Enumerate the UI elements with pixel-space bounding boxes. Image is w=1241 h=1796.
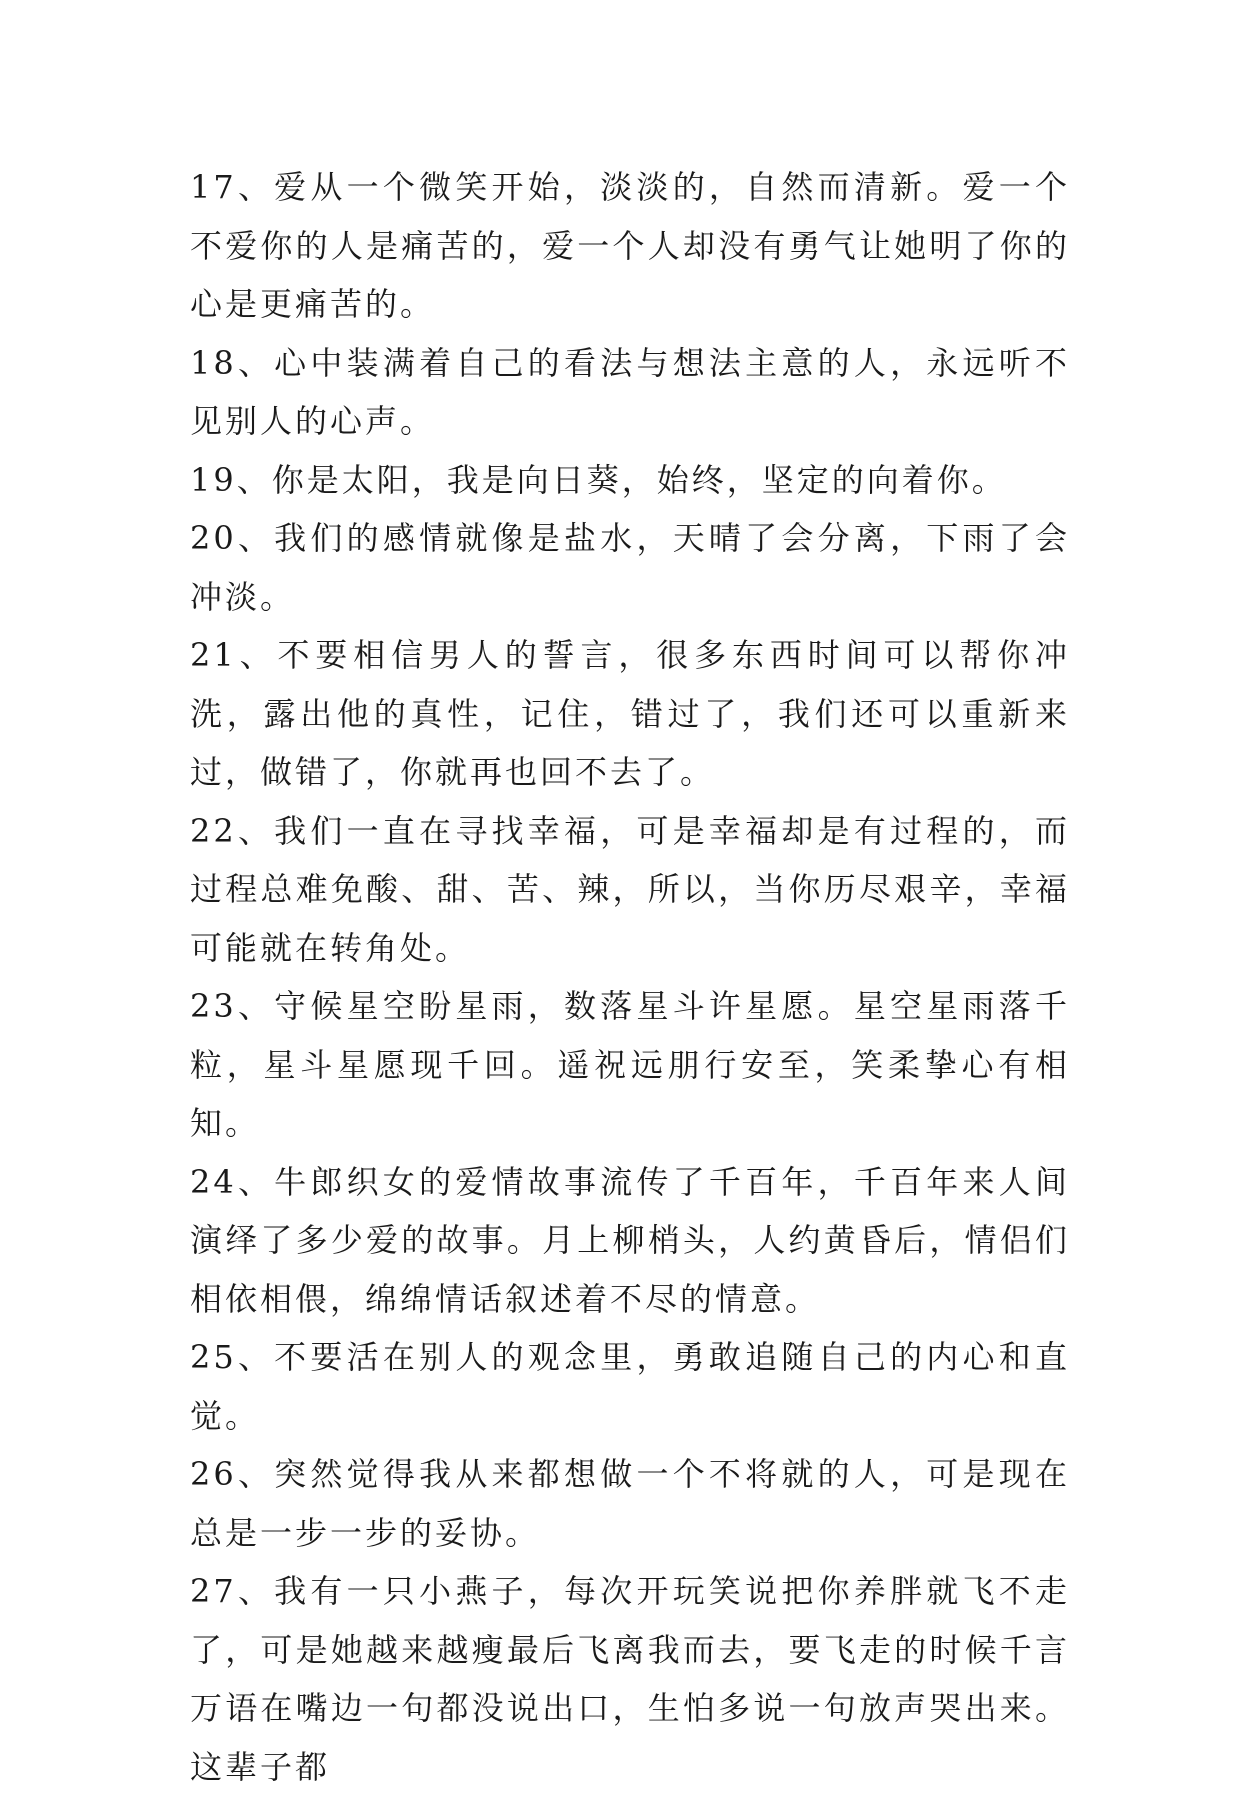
entry-22: 22、我们一直在寻找幸福，可是幸福却是有过程的，而过程总难免酸、甜、苦、辣，所以，当你历尽艰辛，幸福可能就在转角处。 (190, 811, 1070, 967)
entry-18: 18、心中装满着自己的看法与想法主意的人，永远听不见别人的心声。 (190, 343, 1070, 440)
entry-17: 17、爱从一个微笑开始，淡淡的，自然而清新。爱一个不爱你的人是痛苦的，爱一个人却没有勇气让她明了你的心是更痛苦的。 (190, 168, 1070, 323)
entry-26: 26、突然觉得我从来都想做一个不将就的人，可是现在总是一步一步的妥协。 (190, 1455, 1070, 1552)
document-body (190, 158, 1070, 1796)
entry-25: 25、不要活在别人的观念里，勇敢追随自己的内心和直觉。 (190, 1338, 1070, 1435)
entry-21: 21、不要相信男人的誓言，很多东西时间可以帮你冲洗，露出他的真性，记住，错过了，我们还可以重新来过，做错了，你就再也回不去了。 (190, 636, 1070, 791)
entry-20: 20、我们的感情就像是盐水，天晴了会分离，下雨了会冲淡。 (190, 519, 1070, 616)
entry-19: 19、你是太阳，我是向日葵，始终，坚定的向着你。 (190, 460, 1007, 499)
entry-27: 27、我有一只小燕子，每次开玩笑说把你养胖就飞不走了，可是她越来越瘦最后飞离我而去，要飞走的时候千言万语在嘴边一句都没说出口，生怕多说一句放声哭出来。这辈子都 (190, 1572, 1070, 1786)
entry-24: 24、牛郎织女的爱情故事流传了千百年，千百年来人间演绎了多少爱的故事。月上柳梢头，人约黄昏后，情侣们相依相偎，绵绵情话叙述着不尽的情意。 (190, 1162, 1070, 1318)
entry-23: 23、守候星空盼星雨，数落星斗许星愿。星空星雨落千粒，星斗星愿现千回。遥祝远朋行安至，笑柔挚心有相知。 (190, 987, 1070, 1142)
